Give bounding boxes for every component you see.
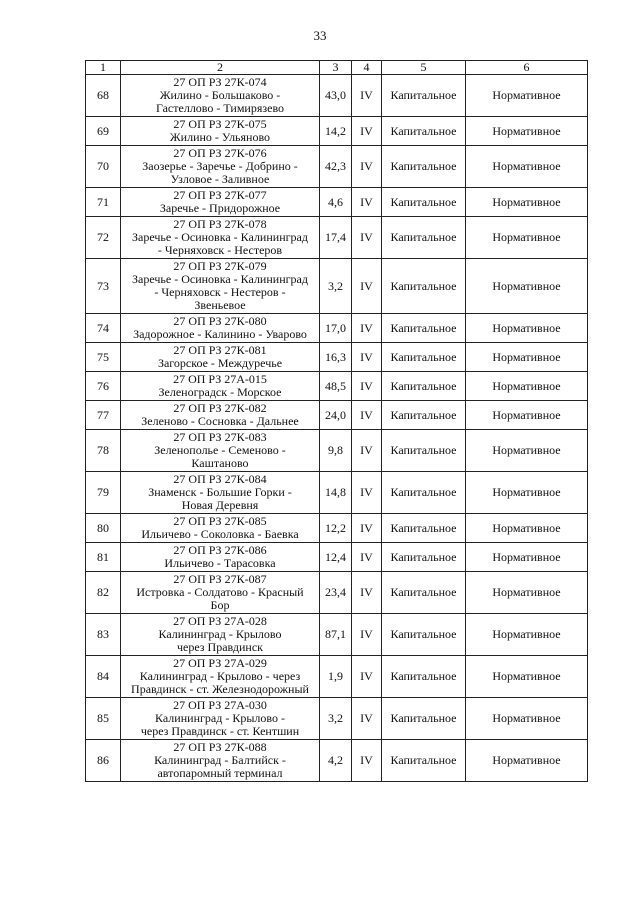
row-number-cell: 82 — [86, 572, 121, 614]
road-name-line: Калининград - Крылово — [158, 627, 282, 641]
length-cell: 23,4 — [320, 572, 352, 614]
length-cell: 87,1 — [320, 614, 352, 656]
road-name-line: Задорожное - Калинино - Уварово — [133, 327, 307, 341]
length-cell: 16,3 — [320, 343, 352, 372]
surface-type-cell: Капитальное — [382, 740, 466, 782]
road-name-line: Калининград - Крылово - — [155, 711, 285, 725]
row-number-cell: 80 — [86, 514, 121, 543]
road-name-line: Зеленоградск - Морское — [158, 385, 282, 399]
column-header: 1 — [86, 61, 121, 75]
surface-type-cell: Капитальное — [382, 430, 466, 472]
category-cell: IV — [352, 472, 382, 514]
road-name-cell — [121, 430, 320, 472]
table-row — [86, 75, 588, 117]
surface-type-cell: Капитальное — [382, 572, 466, 614]
row-number-cell: 76 — [86, 372, 121, 401]
table-row — [86, 572, 588, 614]
row-number-cell: 69 — [86, 117, 121, 146]
condition-cell: Нормативное — [466, 188, 588, 217]
road-name-line: Истровка - Солдатово - Красный — [136, 585, 304, 599]
surface-type-cell: Капитальное — [382, 259, 466, 314]
length-cell: 12,2 — [320, 514, 352, 543]
condition-cell: Нормативное — [466, 217, 588, 259]
table-row — [86, 514, 588, 543]
road-name-cell — [121, 117, 320, 146]
table-row — [86, 343, 588, 372]
surface-type-cell: Капитальное — [382, 656, 466, 698]
category-cell: IV — [352, 314, 382, 343]
category-cell: IV — [352, 430, 382, 472]
length-cell: 43,0 — [320, 75, 352, 117]
length-cell: 14,8 — [320, 472, 352, 514]
surface-type-cell: Капитальное — [382, 401, 466, 430]
table-row — [86, 614, 588, 656]
road-name-cell — [121, 543, 320, 572]
row-number-cell: 79 — [86, 472, 121, 514]
row-number-cell: 83 — [86, 614, 121, 656]
category-cell: IV — [352, 259, 382, 314]
table-row — [86, 401, 588, 430]
condition-cell: Нормативное — [466, 656, 588, 698]
table-row — [86, 117, 588, 146]
surface-type-cell: Капитальное — [382, 698, 466, 740]
table-row — [86, 372, 588, 401]
road-name-line: Ильичево - Тарасовка — [164, 556, 276, 570]
length-cell: 17,0 — [320, 314, 352, 343]
row-number-cell: 81 — [86, 543, 121, 572]
surface-type-cell: Капитальное — [382, 314, 466, 343]
category-cell: IV — [352, 217, 382, 259]
road-name-line: Калининград - Балтийск - — [154, 753, 286, 767]
table-row — [86, 543, 588, 572]
table-row — [86, 259, 588, 314]
road-name-cell — [121, 343, 320, 372]
row-number-cell: 85 — [86, 698, 121, 740]
page-number: 33 — [313, 28, 327, 43]
length-cell: 24,0 — [320, 401, 352, 430]
row-number-cell: 74 — [86, 314, 121, 343]
road-name-line: Заречье - Осиновка - Калининград — [132, 272, 308, 286]
condition-cell: Нормативное — [466, 614, 588, 656]
row-number-cell: 78 — [86, 430, 121, 472]
surface-type-cell: Капитальное — [382, 472, 466, 514]
length-cell: 3,2 — [320, 259, 352, 314]
surface-type-cell: Капитальное — [382, 188, 466, 217]
road-name-cell — [121, 614, 320, 656]
road-name-cell — [121, 656, 320, 698]
road-name-line: Бор — [210, 598, 230, 612]
condition-cell: Нормативное — [466, 472, 588, 514]
category-cell: IV — [352, 572, 382, 614]
road-name-line: 27 ОП РЗ 27А-028 — [173, 614, 267, 628]
length-cell: 3,2 — [320, 698, 352, 740]
length-cell: 1,9 — [320, 656, 352, 698]
length-cell: 17,4 — [320, 217, 352, 259]
road-name-line: автопаромный терминал — [157, 766, 283, 780]
table-row — [86, 430, 588, 472]
category-cell: IV — [352, 146, 382, 188]
table-row — [86, 472, 588, 514]
road-name-line: Правдинск - ст. Железнодорожный — [131, 682, 309, 696]
road-name-line: - Черняховск - Нестеров - — [154, 285, 286, 299]
length-cell: 48,5 — [320, 372, 352, 401]
road-name-line: Заречье - Придорожное — [159, 201, 281, 215]
road-name-cell — [121, 740, 320, 782]
category-cell: IV — [352, 698, 382, 740]
condition-cell: Нормативное — [466, 543, 588, 572]
category-cell: IV — [352, 401, 382, 430]
column-header: 2 — [121, 61, 320, 75]
road-name-cell — [121, 698, 320, 740]
surface-type-cell: Капитальное — [382, 543, 466, 572]
road-name-line: через Правдинск — [176, 640, 264, 654]
road-name-line: Жилино - Ульяново — [169, 130, 271, 144]
road-name-line: 27 ОП РЗ 27К-075 — [173, 117, 267, 131]
road-name-line: Жилино - Большаково - — [159, 88, 281, 102]
row-number-cell: 77 — [86, 401, 121, 430]
road-name-line: 27 ОП РЗ 27А-015 — [173, 372, 267, 386]
category-cell: IV — [352, 656, 382, 698]
category-cell: IV — [352, 614, 382, 656]
condition-cell: Нормативное — [466, 430, 588, 472]
length-cell: 4,2 — [320, 740, 352, 782]
category-cell: IV — [352, 372, 382, 401]
road-name-line: Заречье - Осиновка - Калининград — [132, 230, 308, 244]
road-name-line: 27 ОП РЗ 27К-080 — [173, 314, 267, 328]
road-name-line: Ильичево - Соколовка - Баевка — [141, 527, 299, 541]
category-cell: IV — [352, 75, 382, 117]
road-name-line: 27 ОП РЗ 27К-074 — [173, 75, 267, 89]
category-cell: IV — [352, 188, 382, 217]
road-name-line: Калининград - Крылово - через — [139, 669, 301, 683]
category-cell: IV — [352, 740, 382, 782]
road-name-line: Зеленово - Сосновка - Дальнее — [141, 414, 299, 428]
road-name-cell — [121, 188, 320, 217]
surface-type-cell: Капитальное — [382, 146, 466, 188]
table-row — [86, 217, 588, 259]
table-row — [86, 314, 588, 343]
road-name-cell — [121, 572, 320, 614]
table-row — [86, 146, 588, 188]
surface-type-cell: Капитальное — [382, 614, 466, 656]
column-header: 5 — [382, 61, 466, 75]
row-number-cell: 70 — [86, 146, 121, 188]
column-header: 4 — [352, 61, 382, 75]
road-name-line: 27 ОП РЗ 27К-088 — [173, 740, 267, 754]
category-cell: IV — [352, 343, 382, 372]
road-name-line: Зеленополье - Семеново - — [154, 443, 286, 457]
surface-type-cell: Капитальное — [382, 343, 466, 372]
table-row — [86, 188, 588, 217]
condition-cell: Нормативное — [466, 314, 588, 343]
road-name-line: 27 ОП РЗ 27К-082 — [173, 401, 267, 415]
condition-cell: Нормативное — [466, 259, 588, 314]
road-name-cell — [121, 472, 320, 514]
row-number-cell: 86 — [86, 740, 121, 782]
length-cell: 4,6 — [320, 188, 352, 217]
table-row — [86, 740, 588, 782]
road-name-cell — [121, 372, 320, 401]
road-name-cell — [121, 314, 320, 343]
table-row — [86, 656, 588, 698]
road-name-line: Звеньевое — [194, 298, 246, 312]
road-name-line: - Черняховск - Нестеров — [157, 243, 283, 257]
condition-cell: Нормативное — [466, 343, 588, 372]
road-name-cell — [121, 401, 320, 430]
road-name-line: Каштаново — [191, 456, 249, 470]
condition-cell: Нормативное — [466, 698, 588, 740]
road-name-line: 27 ОП РЗ 27К-079 — [173, 259, 267, 273]
row-number-cell: 72 — [86, 217, 121, 259]
length-cell: 9,8 — [320, 430, 352, 472]
road-name-cell — [121, 217, 320, 259]
table-header-row — [86, 61, 588, 75]
road-name-line: Гастеллово - Тимирязево — [155, 101, 285, 115]
row-number-cell: 73 — [86, 259, 121, 314]
road-name-cell — [121, 514, 320, 543]
length-cell: 14,2 — [320, 117, 352, 146]
road-name-line: 27 ОП РЗ 27К-083 — [173, 430, 267, 444]
road-name-line: Знаменск - Большие Горки - — [148, 485, 292, 499]
road-name-line: 27 ОП РЗ 27А-029 — [173, 656, 267, 670]
length-cell: 12,4 — [320, 543, 352, 572]
category-cell: IV — [352, 514, 382, 543]
column-header: 3 — [320, 61, 352, 75]
roads-table — [85, 60, 588, 782]
length-cell: 42,3 — [320, 146, 352, 188]
category-cell: IV — [352, 543, 382, 572]
condition-cell: Нормативное — [466, 572, 588, 614]
road-name-line: 27 ОП РЗ 27К-078 — [173, 217, 267, 231]
row-number-cell: 84 — [86, 656, 121, 698]
condition-cell: Нормативное — [466, 75, 588, 117]
road-name-line: Новая Деревня — [181, 498, 259, 512]
condition-cell: Нормативное — [466, 740, 588, 782]
condition-cell: Нормативное — [466, 514, 588, 543]
road-name-line: Загорское - Междуречье — [157, 356, 283, 370]
surface-type-cell: Капитальное — [382, 75, 466, 117]
road-name-line: 27 ОП РЗ 27К-077 — [173, 188, 267, 202]
condition-cell: Нормативное — [466, 401, 588, 430]
row-number-cell: 71 — [86, 188, 121, 217]
surface-type-cell: Капитальное — [382, 514, 466, 543]
road-name-line: 27 ОП РЗ 27К-084 — [173, 472, 267, 486]
surface-type-cell: Капитальное — [382, 372, 466, 401]
table-row — [86, 698, 588, 740]
road-name-line: 27 ОП РЗ 27К-076 — [173, 146, 267, 160]
road-name-line: 27 ОП РЗ 27К-085 — [173, 514, 267, 528]
road-name-line: 27 ОП РЗ 27К-086 — [173, 543, 267, 557]
row-number-cell: 68 — [86, 75, 121, 117]
condition-cell: Нормативное — [466, 372, 588, 401]
surface-type-cell: Капитальное — [382, 117, 466, 146]
road-name-line: 27 ОП РЗ 27К-081 — [173, 343, 267, 357]
road-name-line: через Правдинск - ст. Кентшин — [140, 724, 300, 738]
road-name-line: 27 ОП РЗ 27А-030 — [173, 698, 267, 712]
road-name-cell — [121, 75, 320, 117]
road-name-cell — [121, 146, 320, 188]
condition-cell: Нормативное — [466, 146, 588, 188]
condition-cell: Нормативное — [466, 117, 588, 146]
category-cell: IV — [352, 117, 382, 146]
row-number-cell: 75 — [86, 343, 121, 372]
surface-type-cell: Капитальное — [382, 217, 466, 259]
road-name-cell — [121, 259, 320, 314]
column-header: 6 — [466, 61, 588, 75]
road-name-line: Заозерье - Заречье - Добрино - — [142, 159, 298, 173]
road-name-line: Узловое - Заливное — [170, 172, 270, 186]
road-name-line: 27 ОП РЗ 27К-087 — [173, 572, 267, 586]
